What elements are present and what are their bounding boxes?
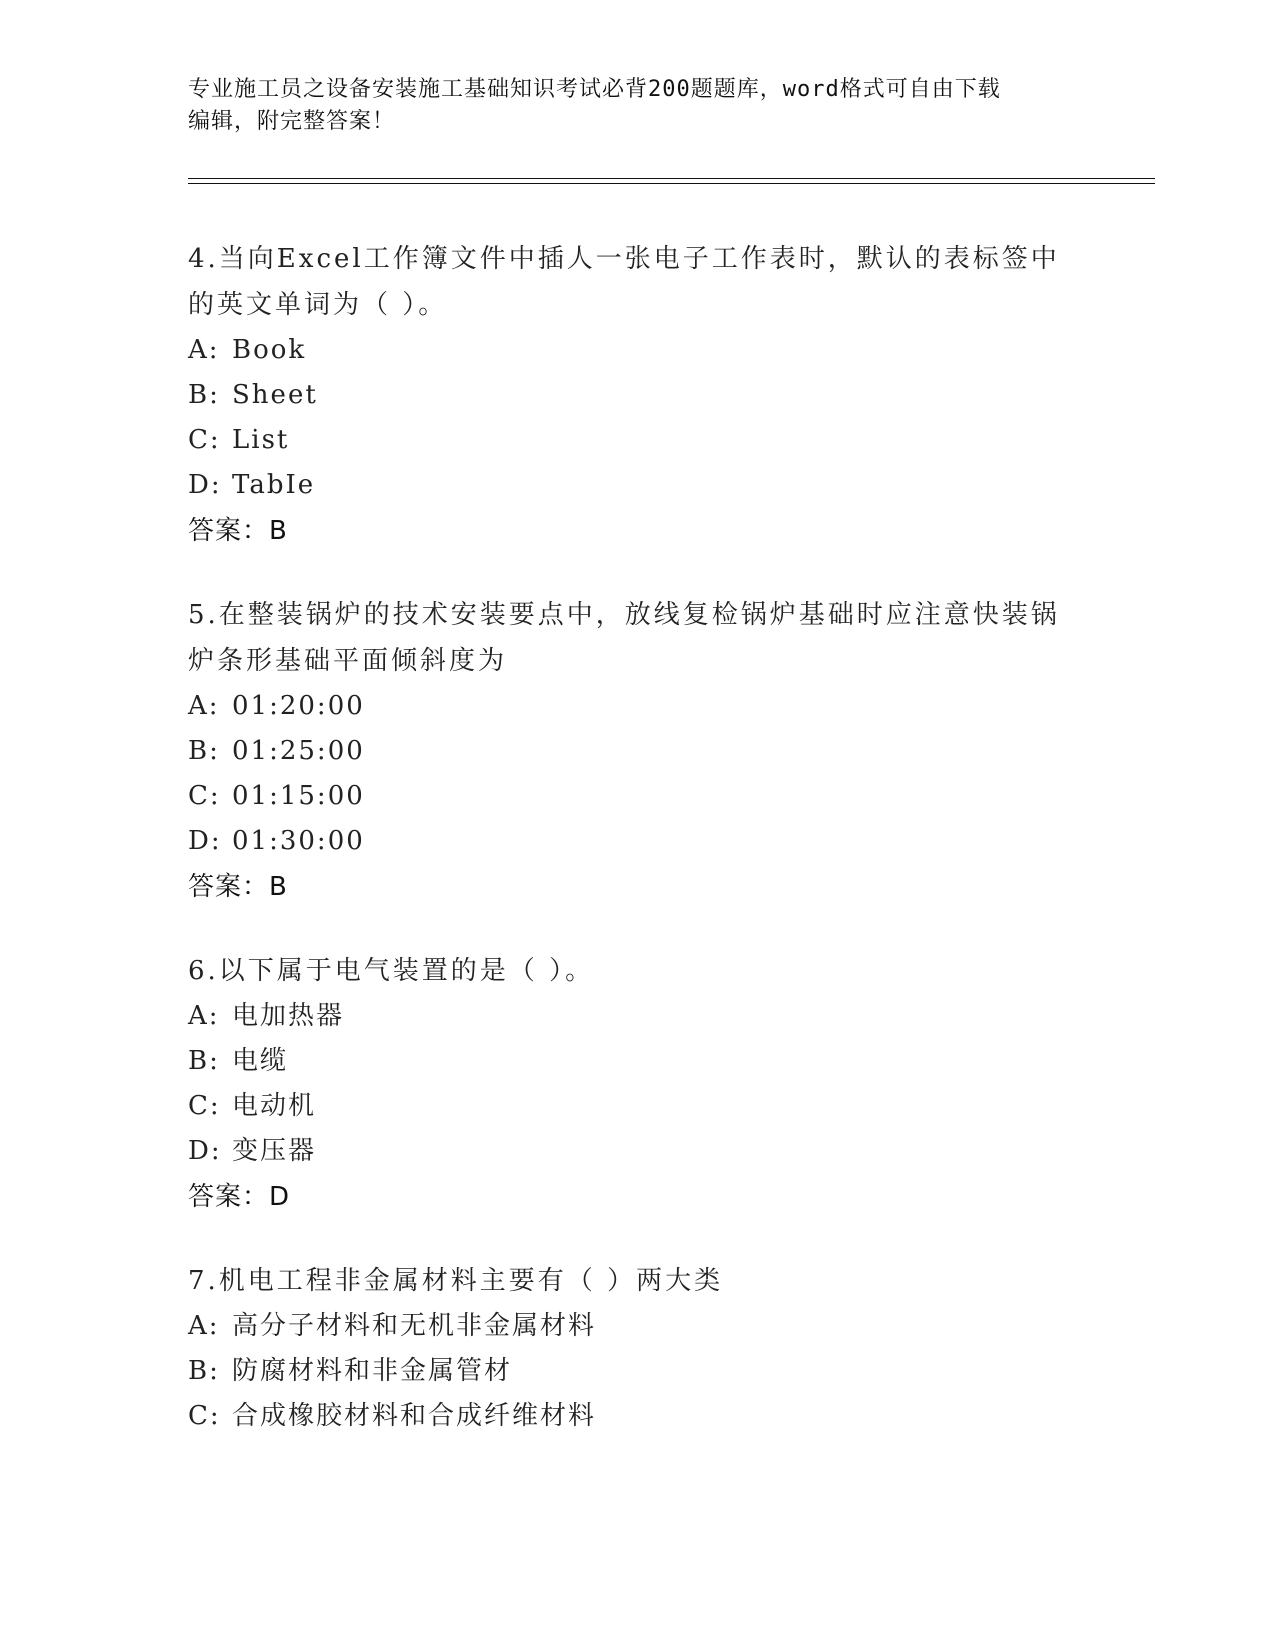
answer-line: 答案：D xyxy=(188,1182,291,1212)
option-text: 01:25:00 xyxy=(232,736,365,766)
option-label: A: xyxy=(188,1001,220,1031)
option-c xyxy=(188,774,1068,819)
question-5 xyxy=(188,592,1068,910)
option-label: B: xyxy=(188,736,220,766)
option-a xyxy=(188,684,1068,729)
header-title-line-1: 专业施工员之设备安装施工基础知识考试必背200题题库，word格式可自由下载 xyxy=(188,77,1001,102)
option-text: Book xyxy=(232,335,307,365)
option-text: 电动机 xyxy=(232,1091,317,1121)
question-text: 6.以下属于电气装置的是（ ）。 xyxy=(188,956,595,986)
option-label: C: xyxy=(188,425,221,455)
option-c xyxy=(188,1084,1068,1129)
option-text: 电加热器 xyxy=(232,1001,345,1031)
option-label: D: xyxy=(188,826,222,856)
question-4 xyxy=(188,236,1068,554)
answer-line: 答案：B xyxy=(188,516,288,546)
option-text: 01:30:00 xyxy=(232,826,365,856)
option-b xyxy=(188,729,1068,774)
option-d xyxy=(188,463,1068,508)
option-a xyxy=(188,1304,1068,1349)
answer-line: 答案：B xyxy=(188,872,288,902)
document-header xyxy=(188,74,1068,138)
option-label: B: xyxy=(188,1046,220,1076)
option-text: 防腐材料和非金属管材 xyxy=(232,1356,513,1386)
option-b xyxy=(188,1349,1068,1394)
header-divider-top xyxy=(188,178,1155,179)
option-label: C: xyxy=(188,1401,221,1431)
option-text: 高分子材料和无机非金属材料 xyxy=(232,1311,597,1341)
option-text: 合成橡胶材料和合成纤维材料 xyxy=(232,1401,597,1431)
option-text: TabIe xyxy=(232,470,316,500)
option-label: B: xyxy=(188,380,220,410)
option-label: D: xyxy=(188,470,222,500)
option-text: 01:15:00 xyxy=(232,781,365,811)
question-text: 5.在整装锅炉的技术安装要点中，放线复检锅炉基础时应注意快装锅炉条形基础平面倾斜度为 xyxy=(188,600,1060,676)
option-d xyxy=(188,1129,1068,1174)
option-label: B: xyxy=(188,1356,220,1386)
question-text: 4.当向Excel工作簿文件中插人一张电子工作表时，默认的表标签中的英文单词为（ ）。 xyxy=(188,244,1060,320)
question-list xyxy=(188,236,1068,1477)
option-a xyxy=(188,328,1068,373)
option-label: D: xyxy=(188,1136,222,1166)
option-label: C: xyxy=(188,1091,221,1121)
option-b xyxy=(188,1039,1068,1084)
option-label: A: xyxy=(188,1311,220,1341)
question-6 xyxy=(188,948,1068,1220)
option-label: A: xyxy=(188,691,220,721)
option-label: C: xyxy=(188,781,221,811)
option-d xyxy=(188,819,1068,864)
option-text: 01:20:00 xyxy=(232,691,365,721)
option-b xyxy=(188,373,1068,418)
option-a xyxy=(188,994,1068,1039)
option-text: 变压器 xyxy=(232,1136,317,1166)
option-label: A: xyxy=(188,335,220,365)
option-c xyxy=(188,418,1068,463)
option-text: List xyxy=(232,425,290,455)
option-c xyxy=(188,1394,1068,1439)
option-text: Sheet xyxy=(232,380,318,410)
option-text: 电缆 xyxy=(232,1046,289,1076)
question-7 xyxy=(188,1258,1068,1439)
question-text: 7.机电工程非金属材料主要有（ ）两大类 xyxy=(188,1266,724,1296)
header-title-line-2: 编辑，附完整答案！ xyxy=(188,109,396,134)
header-divider-bottom xyxy=(188,183,1155,184)
